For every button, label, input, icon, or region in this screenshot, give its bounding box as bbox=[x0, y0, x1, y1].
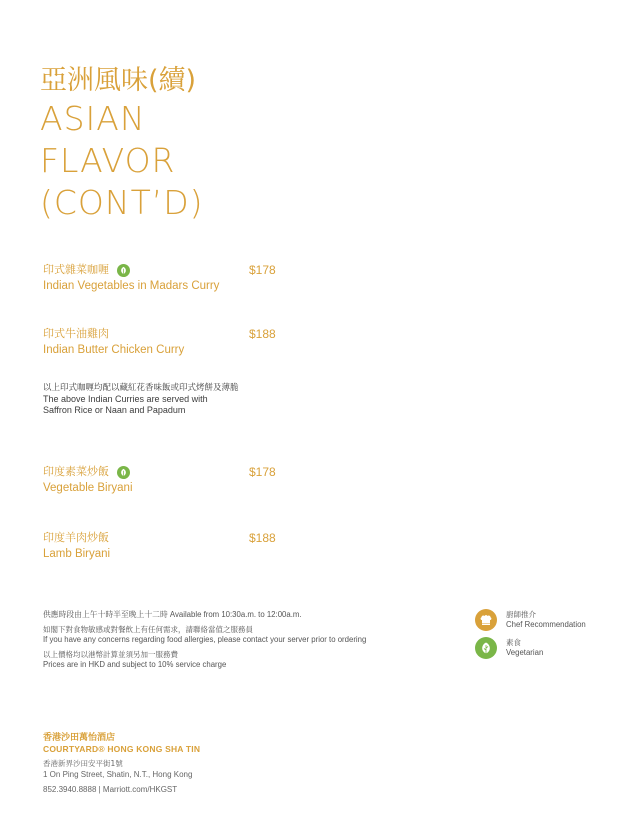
menu-item bbox=[43, 326, 283, 358]
title-english-line1: ASIAN bbox=[40, 99, 146, 138]
menu-item bbox=[43, 530, 283, 562]
hotel-address-en: 1 On Ping Street, Shatin, N.T., Hong Kong bbox=[43, 770, 193, 779]
dish-name-en: Vegetable Biryani bbox=[43, 482, 133, 494]
curry-note-en-line2: Saffron Rice or Naan and Papadum bbox=[43, 405, 186, 415]
title-english-line3: (CONT’D) bbox=[40, 183, 204, 222]
allergy-note-en: If you have any concerns regarding food allergies, please contact your server prior to ordering bbox=[43, 635, 367, 644]
legend-chef bbox=[475, 609, 635, 631]
vegetarian-icon bbox=[117, 264, 130, 277]
legend-veg-zh: 素食 bbox=[506, 638, 521, 647]
title-chinese: 亞洲風味(續) bbox=[40, 65, 197, 96]
allergy-note-zh: 如閣下對食物敏感或對餐飲上有任何需求，請聯絡當值之服務員 bbox=[43, 625, 253, 634]
legend-chef-en: Chef Recommendation bbox=[506, 620, 586, 629]
dish-price: $178 bbox=[249, 263, 276, 277]
dish-price: $178 bbox=[249, 465, 276, 479]
curry-note-en-line1: The above Indian Curries are served with bbox=[43, 394, 208, 404]
allergy-note bbox=[43, 625, 463, 645]
hotel-info bbox=[43, 733, 343, 795]
price-note-en: Prices are in HKD and subject to 10% service charge bbox=[43, 660, 227, 669]
legend-vegetarian bbox=[475, 637, 635, 659]
dish-name-zh: 印式牛油雞肉 bbox=[43, 327, 109, 340]
dish-name-en: Indian Butter Chicken Curry bbox=[43, 344, 185, 356]
legend-veg-en: Vegetarian bbox=[506, 648, 544, 657]
price-note bbox=[43, 650, 463, 670]
hotel-name-en: COURTYARD® HONG KONG SHA TIN bbox=[43, 744, 201, 754]
vegetarian-icon bbox=[117, 466, 130, 479]
curry-note bbox=[43, 383, 343, 416]
price-note-zh: 以上價格均以港幣計算並須另加一服務費 bbox=[43, 650, 178, 659]
dish-name-zh: 印式雜菜咖喱 bbox=[43, 263, 109, 276]
dish-name-zh: 印度羊肉炒飯 bbox=[43, 531, 109, 544]
title-english-line2: FLAVOR bbox=[40, 141, 176, 180]
menu-item bbox=[43, 464, 283, 496]
dish-name-en: Lamb Biryani bbox=[43, 548, 111, 560]
page-title bbox=[40, 64, 360, 224]
dish-price: $188 bbox=[249, 531, 276, 545]
availability-note: 供應時段由上午十時半至晚上十二時 Available from 10:30a.m. to 12:00a.m. bbox=[43, 610, 302, 619]
hotel-address-zh: 香港新界沙田安平街1號 bbox=[43, 759, 123, 768]
legend-chef-zh: 廚師推介 bbox=[506, 610, 536, 619]
dish-price: $188 bbox=[249, 327, 276, 341]
dish-name-en: Indian Vegetables in Madars Curry bbox=[43, 280, 220, 292]
hotel-name-zh: 香港沙田萬怡酒店 bbox=[43, 733, 116, 743]
vegetarian-leaf-icon bbox=[475, 637, 497, 659]
footnotes bbox=[43, 610, 463, 675]
curry-note-zh: 以上印式咖喱均配以藏紅花香味飯或印式烤餅及薄脆 bbox=[43, 383, 239, 393]
menu-item bbox=[43, 262, 283, 294]
dish-name-zh: 印度素菜炒飯 bbox=[43, 465, 109, 478]
icon-legend bbox=[475, 609, 635, 665]
hotel-contact: 852.3940.8888 | Marriott.com/HKGST bbox=[43, 785, 178, 794]
chef-hat-icon bbox=[475, 609, 497, 631]
